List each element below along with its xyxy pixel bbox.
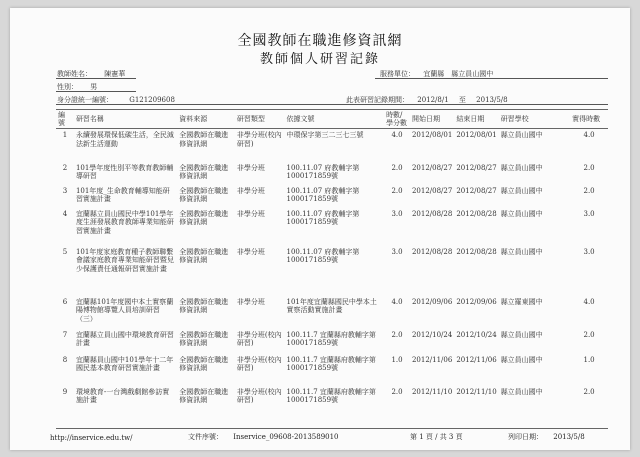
table-row	[56, 354, 608, 386]
cell-end: 2012/11/10	[456, 387, 497, 396]
cell-source: 全國教師在職進修資訊網	[179, 209, 229, 226]
cell-earned: 2.0	[583, 330, 595, 339]
col-name: 研習名稱	[74, 110, 177, 129]
cell-hours: 2.0	[391, 330, 403, 339]
cell-source: 全國教師在職進修資訊網	[179, 247, 229, 264]
underline-unit	[375, 78, 608, 79]
cell-no: 1	[62, 131, 68, 139]
cell-school: 縣立員山國中	[500, 387, 543, 396]
cell-doc: 100.11.7 宜蘭縣府教輔字第1000171859號	[286, 355, 376, 372]
cell-start: 2012/10/24	[411, 330, 453, 339]
print-label: 列印日期：	[508, 433, 543, 441]
underline-gender	[56, 91, 136, 92]
document-subtitle: 教師個人研習記錄	[259, 52, 380, 67]
cell-school: 縣立員山國中	[500, 186, 543, 195]
table-row	[56, 386, 608, 412]
cell-earned: 3.0	[583, 247, 595, 256]
table-row	[56, 246, 608, 296]
cell-type: 非學分班	[236, 247, 265, 256]
id-label: 身分證統一編號：	[57, 96, 113, 104]
unit-label: 服務單位：	[380, 70, 415, 78]
table-header-row	[56, 110, 608, 129]
cell-source: 全國教師在職進修資訊網	[179, 163, 229, 180]
table-row	[56, 185, 608, 208]
cell-hours: 4.0	[391, 131, 403, 139]
cell-start: 2012/11/10	[411, 387, 453, 396]
page-indicator: 第 1 頁 / 共 3 頁	[410, 433, 463, 441]
cell-earned: 4.0	[583, 131, 595, 139]
cell-earned: 2.0	[583, 163, 595, 172]
cell-hours: 4.0	[391, 297, 403, 306]
cell-name: 環境教育-一台灣戲劇館參訪實施計畫	[75, 387, 170, 404]
cell-name: 永續發展環保低碳生活，全民減法新生活運動	[75, 131, 174, 148]
cell-doc: 中環保字第三二三七三號	[286, 131, 364, 139]
table-row	[56, 208, 608, 246]
period-end: 2013/5/8	[476, 96, 508, 104]
underline-id	[56, 104, 608, 105]
serial-value: Inservice_09608-2013589010	[233, 433, 339, 441]
cell-type: 非學分班(校內研習)	[236, 330, 282, 347]
cell-name: 101學年度性別平等教育教師輔導研習	[75, 163, 174, 180]
cell-doc: 100.11.07 府教輔字第1000171859號	[286, 209, 360, 226]
table-row	[56, 162, 608, 185]
cell-doc: 100.11.7 宜蘭縣府教輔字第1000171859號	[286, 330, 376, 347]
cell-source: 全國教師在職進修資訊網	[179, 131, 229, 148]
cell-name: 宜蘭縣立員山國中環境教育研習計畫	[75, 330, 174, 347]
cell-name: 101年度_生命教育輔導知能研習實施計畫	[75, 186, 170, 203]
cell-hours: 3.0	[391, 209, 403, 218]
col-school: 研習學校	[499, 110, 570, 129]
cell-end: 2012/09/06	[456, 297, 497, 306]
cell-doc: 100.11.07 府教輔字第1000171859號	[286, 247, 360, 264]
cell-start: 2012/11/06	[411, 355, 453, 364]
cell-no: 9	[62, 387, 68, 396]
cell-earned: 4.0	[583, 297, 595, 306]
cell-type: 非學分班(校內研習)	[236, 131, 282, 148]
col-source: 資料來源	[177, 110, 235, 129]
cell-hours: 2.0	[391, 186, 403, 195]
cell-school: 縣立員山國中	[500, 330, 543, 339]
cell-source: 全國教師在職進修資訊網	[179, 297, 229, 314]
footer-print-date	[508, 432, 585, 442]
cell-end: 2012/08/28	[456, 209, 497, 218]
cell-type: 非學分班	[236, 209, 265, 218]
teacher-name: 陳憲華	[104, 70, 126, 78]
cell-source: 全國教師在職進修資訊網	[179, 387, 229, 404]
document-title: 全國教師在職進修資訊網	[237, 33, 403, 49]
cell-end: 2012/11/06	[456, 355, 497, 364]
cell-end: 2012/08/27	[456, 163, 497, 172]
cell-no: 4	[62, 209, 68, 218]
cell-doc: 100.11.7 宜蘭縣府教輔字第1000171859號	[286, 387, 376, 404]
cell-type: 非學分班(校內研習)	[236, 387, 282, 404]
footer-divider	[56, 428, 608, 429]
cell-hours: 1.0	[391, 355, 403, 364]
cell-doc: 101年度宜蘭縣國民中學本土實察活動實施計畫	[286, 297, 377, 314]
cell-start: 2012/08/01	[411, 131, 453, 139]
cell-name: 宜蘭縣立員山國民中學101學年度生涯發展教育教師專業知能研習實施計畫	[75, 209, 174, 235]
cell-type: 非學分班(校內研習)	[236, 355, 282, 372]
underline-name	[56, 78, 136, 79]
cell-no: 5	[62, 247, 68, 256]
col-start: 開始日期	[410, 110, 454, 129]
serial-label: 文件序號：	[188, 433, 223, 441]
gender-label: 性別：	[57, 83, 78, 91]
cell-school: 縣立員山國中	[500, 209, 543, 218]
cell-start: 2012/08/28	[411, 247, 453, 256]
cell-school: 縣立羅東國中	[500, 297, 543, 306]
col-doc: 依據文號	[285, 110, 385, 129]
document-page	[10, 8, 630, 450]
col-no: 編號	[56, 110, 74, 129]
teacher-unit: 宜蘭縣 縣立員山國中	[423, 70, 494, 78]
cell-earned: 3.0	[583, 209, 595, 218]
cell-start: 2012/08/27	[411, 163, 453, 172]
cell-doc: 100.11.07 府教輔字第1000171859號	[286, 163, 360, 180]
period-label: 此表研習記錄期間：	[346, 96, 409, 104]
period-start: 2012/8/1	[417, 96, 449, 104]
print-date: 2013/5/8	[553, 433, 585, 441]
cell-type: 非學分班	[236, 297, 265, 306]
cell-source: 全國教師在職進修資訊網	[179, 355, 229, 372]
cell-type: 非學分班	[236, 186, 265, 195]
cell-earned: 2.0	[583, 387, 595, 396]
cell-end: 2012/08/01	[456, 131, 497, 139]
cell-school: 縣立員山國中	[500, 355, 543, 364]
cell-name: 101年度家庭教育種子教師聯繫會議家庭教育專業知能研習暨兒少保護責任通報研習實施計畫	[75, 247, 174, 273]
col-type: 研習類型	[235, 110, 285, 129]
cell-end: 2012/08/28	[456, 247, 497, 256]
cell-no: 8	[62, 355, 68, 364]
cell-end: 2012/10/24	[456, 330, 497, 339]
cell-school: 縣立員山國中	[500, 163, 543, 172]
cell-start: 2012/09/06	[411, 297, 453, 306]
cell-name: 宜蘭縣101年度國中本土實察蘭陽博物館導覽人員培訓研習（三）	[75, 297, 174, 323]
records-table	[56, 109, 608, 412]
cell-doc: 100.11.07 府教輔字第1000171859號	[286, 186, 360, 203]
cell-hours: 3.0	[391, 247, 403, 256]
cell-earned: 2.0	[583, 186, 595, 195]
teacher-id: G121209608	[129, 96, 175, 104]
teacher-gender: 男	[90, 83, 98, 91]
table-row	[56, 129, 608, 162]
table-row	[56, 329, 608, 354]
period-sep: 至	[458, 96, 466, 104]
cell-source: 全國教師在職進修資訊網	[179, 186, 229, 203]
cell-no: 2	[62, 163, 68, 172]
cell-school: 縣立員山國中	[500, 131, 543, 139]
cell-name: 宜蘭縣員山國中101學年十二年國民基本教育研習實施計畫	[75, 355, 174, 372]
cell-no: 3	[62, 186, 68, 195]
cell-start: 2012/08/27	[411, 186, 453, 195]
table-row	[56, 296, 608, 329]
cell-end: 2012/08/27	[456, 186, 497, 195]
cell-school: 縣立員山國中	[500, 247, 543, 256]
cell-source: 全國教師在職進修資訊網	[179, 330, 229, 347]
cell-no: 7	[62, 330, 68, 339]
cell-type: 非學分班	[236, 163, 265, 172]
cell-hours: 2.0	[391, 163, 403, 172]
cell-no: 6	[62, 297, 68, 306]
col-end: 結束日期	[454, 110, 498, 129]
cell-start: 2012/08/28	[411, 209, 453, 218]
name-label: 教師姓名：	[57, 70, 92, 78]
cell-earned: 1.0	[583, 355, 595, 364]
col-earned: 實得時數	[570, 110, 608, 129]
cell-hours: 2.0	[391, 387, 403, 396]
footer-serial	[188, 432, 339, 442]
footer-url[interactable]: http://inservice.edu.tw/	[50, 434, 133, 442]
col-hours: 時數/學分數	[384, 110, 410, 129]
